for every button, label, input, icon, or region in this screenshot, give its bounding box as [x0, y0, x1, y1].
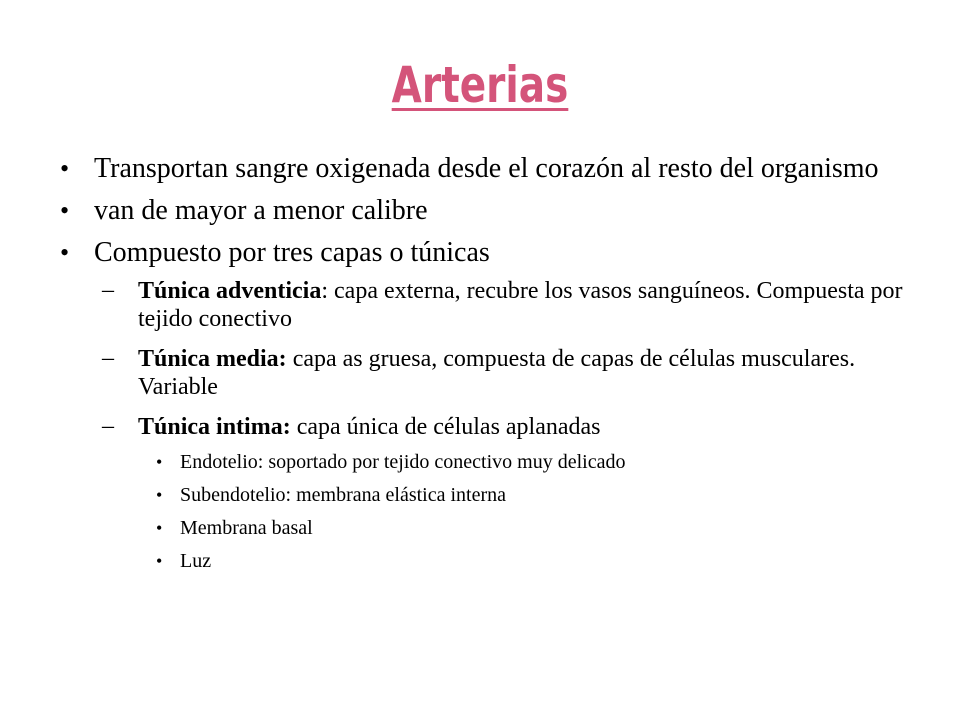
bullet-icon: •	[60, 196, 70, 225]
sub-bullet-text: capa as gruesa, compuesta de capas de células musculares. Variable	[138, 346, 856, 400]
dash-icon: –	[102, 413, 114, 439]
sub-sub-bullet-text: Endotelio: soportado por tejido conectivo muy delicado	[180, 451, 626, 473]
sub-sub-bullet-item	[156, 450, 916, 475]
bullet-icon: •	[156, 452, 163, 472]
sub-bullet-item	[102, 277, 916, 333]
sub-sub-bullet-item	[156, 549, 916, 574]
slide-title: Arterias	[391, 56, 569, 114]
sub-sub-bullet-text: Membrana basal	[180, 517, 313, 539]
bullet-icon: •	[60, 154, 70, 183]
bullet-item	[56, 152, 916, 185]
sub-bullet-text: : capa externa, recubre los vasos sanguíneos. Compuesta por tejido conectivo	[138, 278, 903, 332]
dash-icon: –	[102, 345, 114, 371]
sub-bullet-item	[102, 413, 916, 441]
sub-bullet-term: Túnica media:	[138, 346, 287, 372]
bullet-text: Compuesto por tres capas o túnicas	[94, 237, 490, 268]
sub-bullet-text: capa única de células aplanadas	[290, 414, 601, 440]
bullet-item	[56, 236, 916, 269]
dash-icon: –	[102, 277, 114, 303]
bullet-text: Transportan sangre oxigenada desde el corazón al resto del organismo	[94, 153, 879, 184]
bullet-item	[56, 194, 916, 227]
bullet-icon: •	[156, 518, 163, 538]
bullet-text: van de mayor a menor calibre	[94, 195, 428, 226]
sub-bullet-term: Túnica adventicia	[138, 278, 322, 304]
bullet-icon: •	[60, 238, 70, 267]
sub-sub-bullet-text: Luz	[180, 550, 212, 572]
bullet-icon: •	[156, 485, 163, 505]
sub-sub-bullet-text: Subendotelio: membrana elástica interna	[180, 484, 506, 506]
sub-sub-bullet-item	[156, 516, 916, 541]
bullet-icon: •	[156, 551, 163, 571]
sub-sub-bullet-item	[156, 483, 916, 508]
sub-bullet-item	[102, 345, 916, 401]
slide-content	[56, 152, 916, 582]
sub-bullet-term: Túnica intima:	[138, 414, 291, 440]
